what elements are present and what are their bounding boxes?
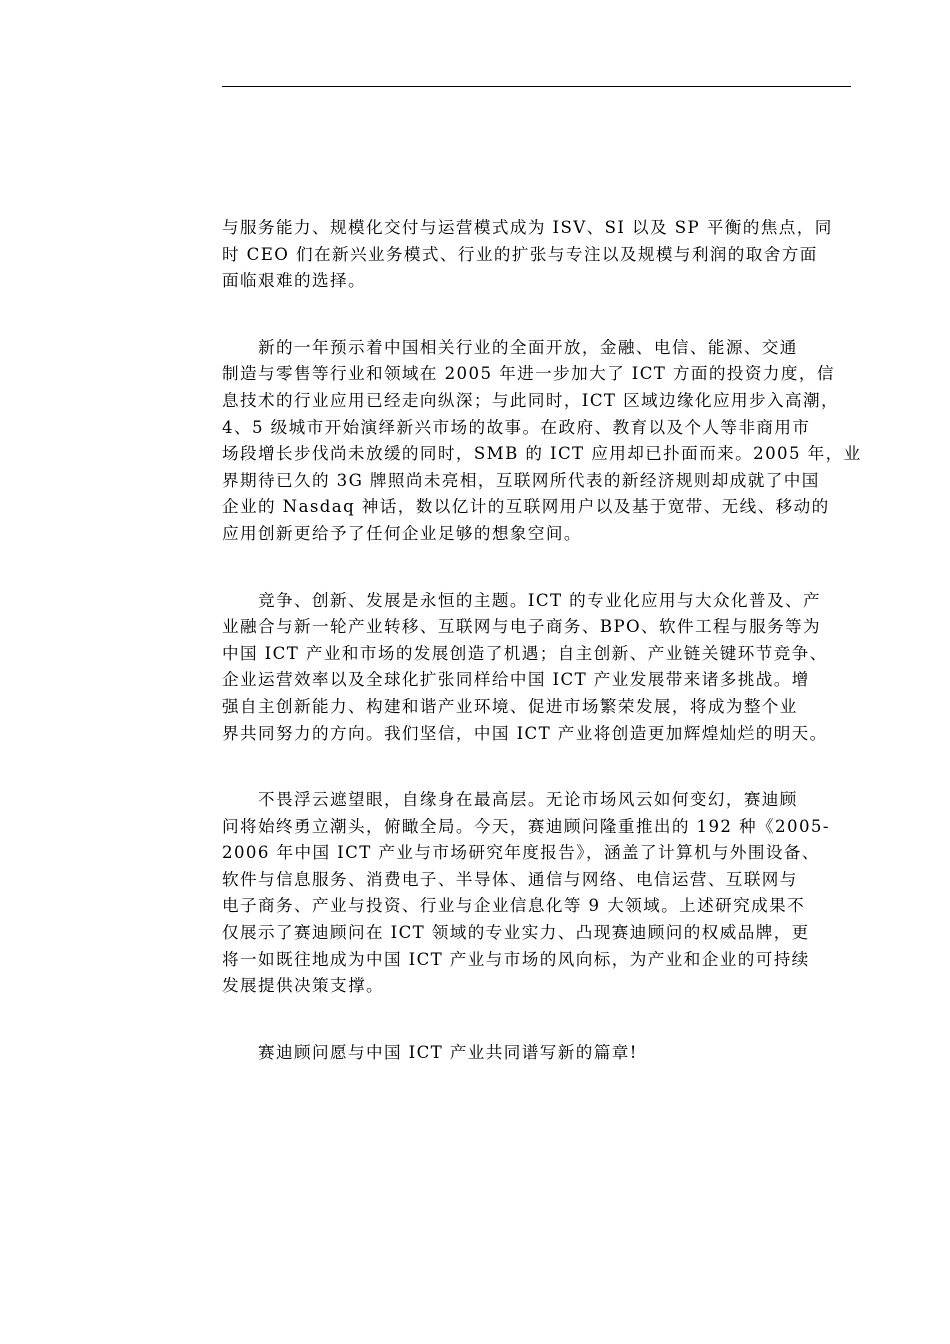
text-line: 界期待已久的 3G 牌照尚未亮相，互联网所代表的新经济规则却成就了中国	[222, 470, 820, 490]
text-line: 软件与信息服务、消费电子、半导体、通信与网络、电信运营、互联网与	[222, 869, 798, 889]
text-line: 赛迪顾问愿与中国 ICT 产业共同谱写新的篇章!	[222, 1042, 638, 1062]
text-line: 时 CEO 们在新兴业务模式、行业的扩张与专注以及规模与利润的取舍方面	[222, 244, 818, 264]
document-body	[222, 215, 862, 1066]
text-line: 4、5 级城市开始演绎新兴市场的故事。在政府、教育以及个人等非商用市	[222, 417, 811, 437]
text-line: 仅展示了赛迪顾问在 ICT 领域的专业实力、凸现赛迪顾问的权威品牌，更	[222, 923, 810, 943]
text-line: 中国 ICT 产业和市场的发展创造了机遇；自主创新、产业链关键环节竞争、	[222, 643, 828, 663]
paragraph-1	[222, 215, 852, 295]
text-line: 制造与零售等行业和领域在 2005 年进一步加大了 ICT 方面的投资力度，信	[222, 364, 835, 384]
text-line: 应用创新更给予了任何企业足够的想象空间。	[222, 523, 582, 543]
text-line: 界共同努力的方向。我们坚信，中国 ICT 产业将创造更加辉煌灿烂的明天。	[222, 723, 828, 743]
paragraph-gap	[222, 1000, 852, 1040]
paragraph-gap	[222, 548, 852, 588]
paragraph-5	[222, 1040, 852, 1067]
paragraph-gap	[222, 295, 852, 335]
text-line: 2006 年中国 ICT 产业与市场研究年度报告》，涵盖了计算机与外围设备、	[222, 843, 820, 863]
text-line: 不畏浮云遮望眼，自缘身在最高层。无论市场风云如何变幻，赛迪顾	[222, 790, 798, 810]
text-line: 问将始终勇立潮头，俯瞰全局。今天，赛迪顾问隆重推出的 192 种《2005-	[222, 816, 830, 836]
text-line: 企业的 Nasdaq 神话，数以亿计的互联网用户以及基于宽带、无线、移动的	[222, 497, 830, 517]
paragraph-3	[222, 588, 852, 748]
text-line: 场段增长步伐尚未放缓的同时，SMB 的 ICT 应用却已扑面而来。2005 年，业	[222, 444, 862, 464]
text-line: 业融合与新一轮产业转移、互联网与电子商务、BPO、软件工程与服务等为	[222, 617, 821, 637]
text-line: 新的一年预示着中国相关行业的全面开放，金融、电信、能源、交通	[222, 337, 798, 357]
text-line: 面临艰难的选择。	[222, 271, 366, 291]
paragraph-gap	[222, 747, 852, 787]
header-rule	[222, 86, 851, 87]
text-line: 将一如既往地成为中国 ICT 产业与市场的风向标，为产业和企业的可持续	[222, 949, 810, 969]
text-line: 强自主创新能力、构建和谐产业环境、促进市场繁荣发展，将成为整个业	[222, 696, 798, 716]
paragraph-2	[222, 335, 862, 548]
text-line: 发展提供决策支撑。	[222, 976, 384, 996]
text-line: 竞争、创新、发展是永恒的主题。ICT 的专业化应用与大众化普及、产	[222, 590, 821, 610]
text-line: 企业运营效率以及全球化扩张同样给中国 ICT 产业发展带来诸多挑战。增	[222, 670, 810, 690]
paragraph-4	[222, 787, 852, 1000]
text-line: 息技术的行业应用已经走向纵深；与此同时，ICT 区域边缘化应用步入高潮，	[222, 390, 839, 410]
text-line: 与服务能力、规模化交付与运营模式成为 ISV、SI 以及 SP 平衡的焦点，同	[222, 218, 833, 237]
text-line: 电子商务、产业与投资、行业与企业信息化等 9 大领域。上述研究成果不	[222, 896, 806, 916]
